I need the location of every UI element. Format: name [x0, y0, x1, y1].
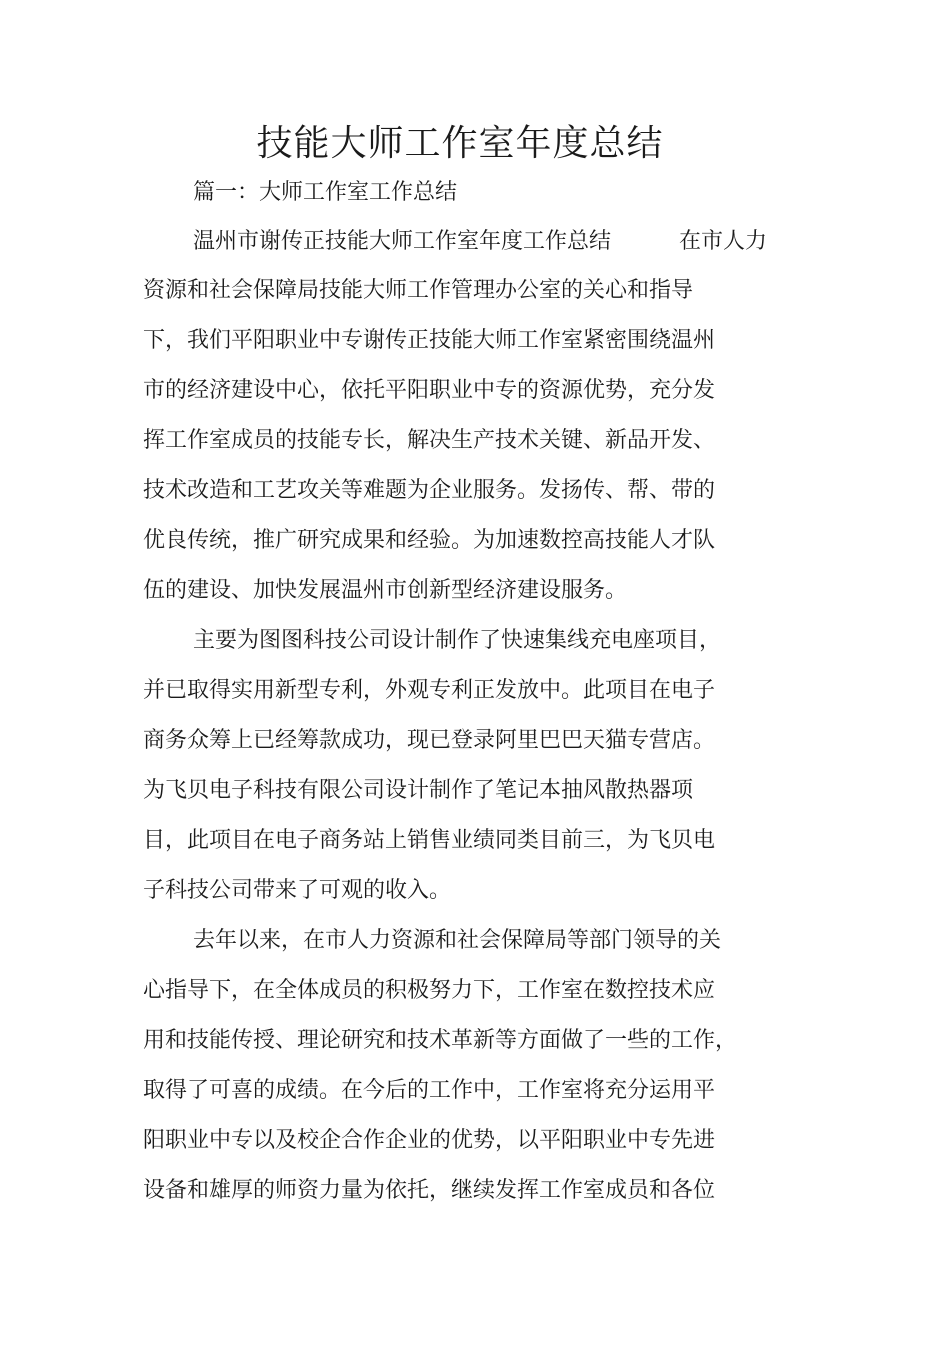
paragraph-line: 下，我们平阳职业中专谢传正技能大师工作室紧密围绕温州 — [143, 328, 716, 353]
paragraph-line — [193, 227, 767, 257]
paragraph-line: 并已取得实用新型专利，外观专利正发放中。此项目在电子 — [143, 678, 716, 703]
paragraph-line: 技术改造和工艺攻关等难题为企业服务。发扬传、帮、带的 — [143, 478, 716, 503]
paragraph-line: 子科技公司带来了可观的收入。 — [143, 878, 452, 903]
paragraph-line: 市的经济建设中心，依托平阳职业中专的资源优势，充分发 — [143, 378, 716, 403]
paragraph-line: 目，此项目在电子商务站上销售业绩同类目前三，为飞贝电 — [143, 828, 716, 853]
paragraph-line: 优良传统，推广研究成果和经验。为加速数控高技能人才队 — [143, 528, 716, 553]
paragraph-line: 资源和社会保障局技能大师工作管理办公室的关心和指导 — [143, 278, 694, 303]
paragraph-line: 挥工作室成员的技能专长，解决生产技术关键、新品开发、 — [143, 428, 716, 453]
paragraph-line: 设备和雄厚的师资力量为依托，继续发挥工作室成员和各位 — [143, 1178, 716, 1203]
paragraph-line: 取得了可喜的成绩。在今后的工作中，工作室将充分运用平 — [143, 1078, 716, 1103]
paragraph-line: 阳职业中专以及校企合作企业的优势，以平阳职业中专先进 — [143, 1128, 716, 1153]
paragraph-line: 心指导下，在全体成员的积极努力下，工作室在数控技术应 — [143, 978, 716, 1003]
report-heading-text: 温州市谢传正技能大师工作室年度工作总结 — [193, 229, 612, 254]
document-title: 技能大师工作室年度总结 — [256, 123, 664, 164]
paragraph-line: 用和技能传授、理论研究和技术革新等方面做了一些的工作， — [143, 1028, 738, 1053]
paragraph-line-start: 在市人力 — [679, 229, 768, 254]
paragraph-line: 去年以来，在市人力资源和社会保障局等部门领导的关 — [193, 928, 722, 953]
section-heading: 篇一：大师工作室工作总结 — [193, 180, 458, 205]
paragraph-line: 为飞贝电子科技有限公司设计制作了笔记本抽风散热器项 — [143, 778, 694, 803]
paragraph-line: 商务众筹上已经筹款成功，现已登录阿里巴巴天猫专营店。 — [143, 728, 716, 753]
paragraph-line: 伍的建设、加快发展温州市创新型经济建设服务。 — [143, 578, 628, 603]
paragraph-line: 主要为图图科技公司设计制作了快速集线充电座项目， — [193, 628, 722, 653]
